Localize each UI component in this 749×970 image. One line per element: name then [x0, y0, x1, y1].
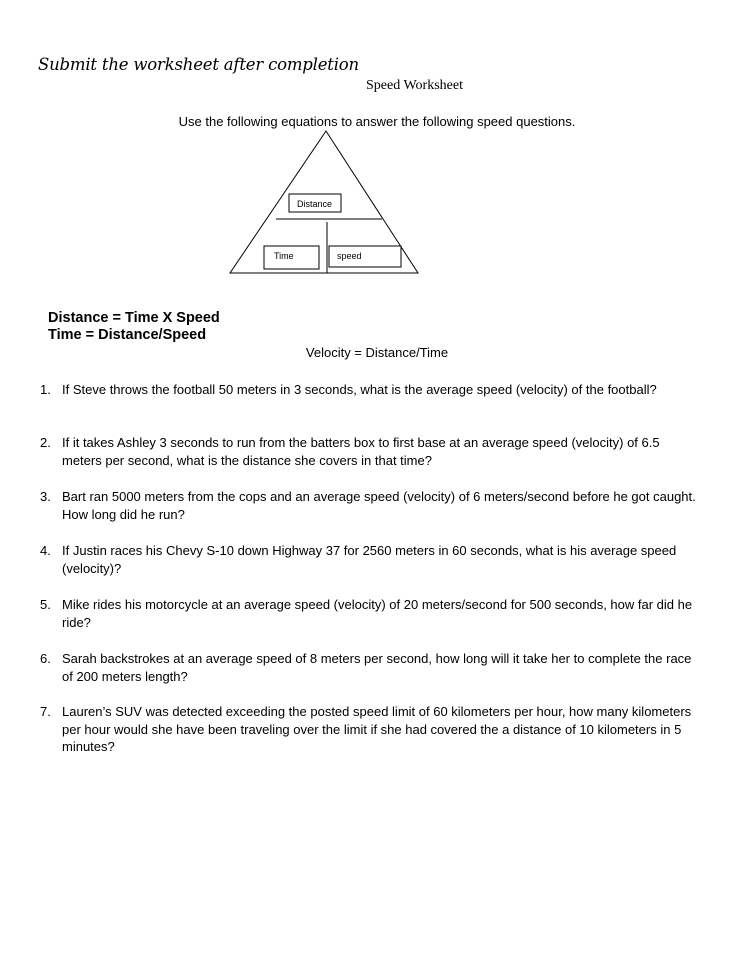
- question-text: Sarah backstrokes at an average speed of 8 meters per second, how long will it take her to complete the race of 200 meters length?: [62, 651, 692, 684]
- formula-time: Time = Distance/Speed: [48, 327, 207, 343]
- question-3: [40, 488, 700, 523]
- instructions: Use the following equations to answer the following speed questions.: [178, 114, 576, 129]
- submit-note: Submit the worksheet after completion: [38, 55, 359, 74]
- question-5: [40, 596, 700, 631]
- diagram-label-time: Time: [274, 251, 294, 261]
- question-text: Lauren’s SUV was detected exceeding the posted speed limit of 60 kilometers per hour, how many kilometers per hour would she have been traveling over the limit if she had covered the a distance of 10 kilometers in 5 minutes?: [62, 704, 692, 754]
- question-number: 7.: [40, 704, 51, 719]
- formula-velocity: Velocity = Distance/Time: [305, 345, 449, 360]
- question-number: 2.: [40, 435, 51, 450]
- question-text: If Steve throws the football 50 meters in 3 seconds, what is the average speed (velocity) of the football?: [62, 382, 657, 397]
- question-number: 1.: [40, 382, 51, 397]
- diagram-label-distance: Distance: [297, 199, 333, 209]
- diagram-label-speed: speed: [337, 251, 362, 261]
- speed-triangle-diagram: [0, 0, 749, 300]
- question-text: Bart ran 5000 meters from the cops and an average speed (velocity) of 6 meters/second before he got caught. How long did he run?: [62, 489, 696, 522]
- question-1: [40, 381, 700, 399]
- question-text: Mike rides his motorcycle at an average speed (velocity) of 20 meters/second for 500 seconds, how far did he ride?: [62, 597, 693, 630]
- question-2: [40, 434, 700, 469]
- question-number: 4.: [40, 543, 51, 558]
- question-text: If it takes Ashley 3 seconds to run from the batters box to first base at an average speed (velocity) of 6.5 meters per second, what is the distance she covers in that time?: [62, 435, 660, 468]
- question-4: [40, 542, 700, 577]
- question-number: 3.: [40, 489, 51, 504]
- question-number: 6.: [40, 651, 51, 666]
- question-text: If Justin races his Chevy S-10 down Highway 37 for 2560 meters in 60 seconds, what is his average speed (velocity)?: [62, 543, 677, 576]
- page-title: Speed Worksheet: [366, 78, 463, 93]
- question-7: [40, 703, 700, 756]
- formula-distance: Distance = Time X Speed: [48, 310, 220, 326]
- question-6: [40, 650, 700, 685]
- question-number: 5.: [40, 597, 51, 612]
